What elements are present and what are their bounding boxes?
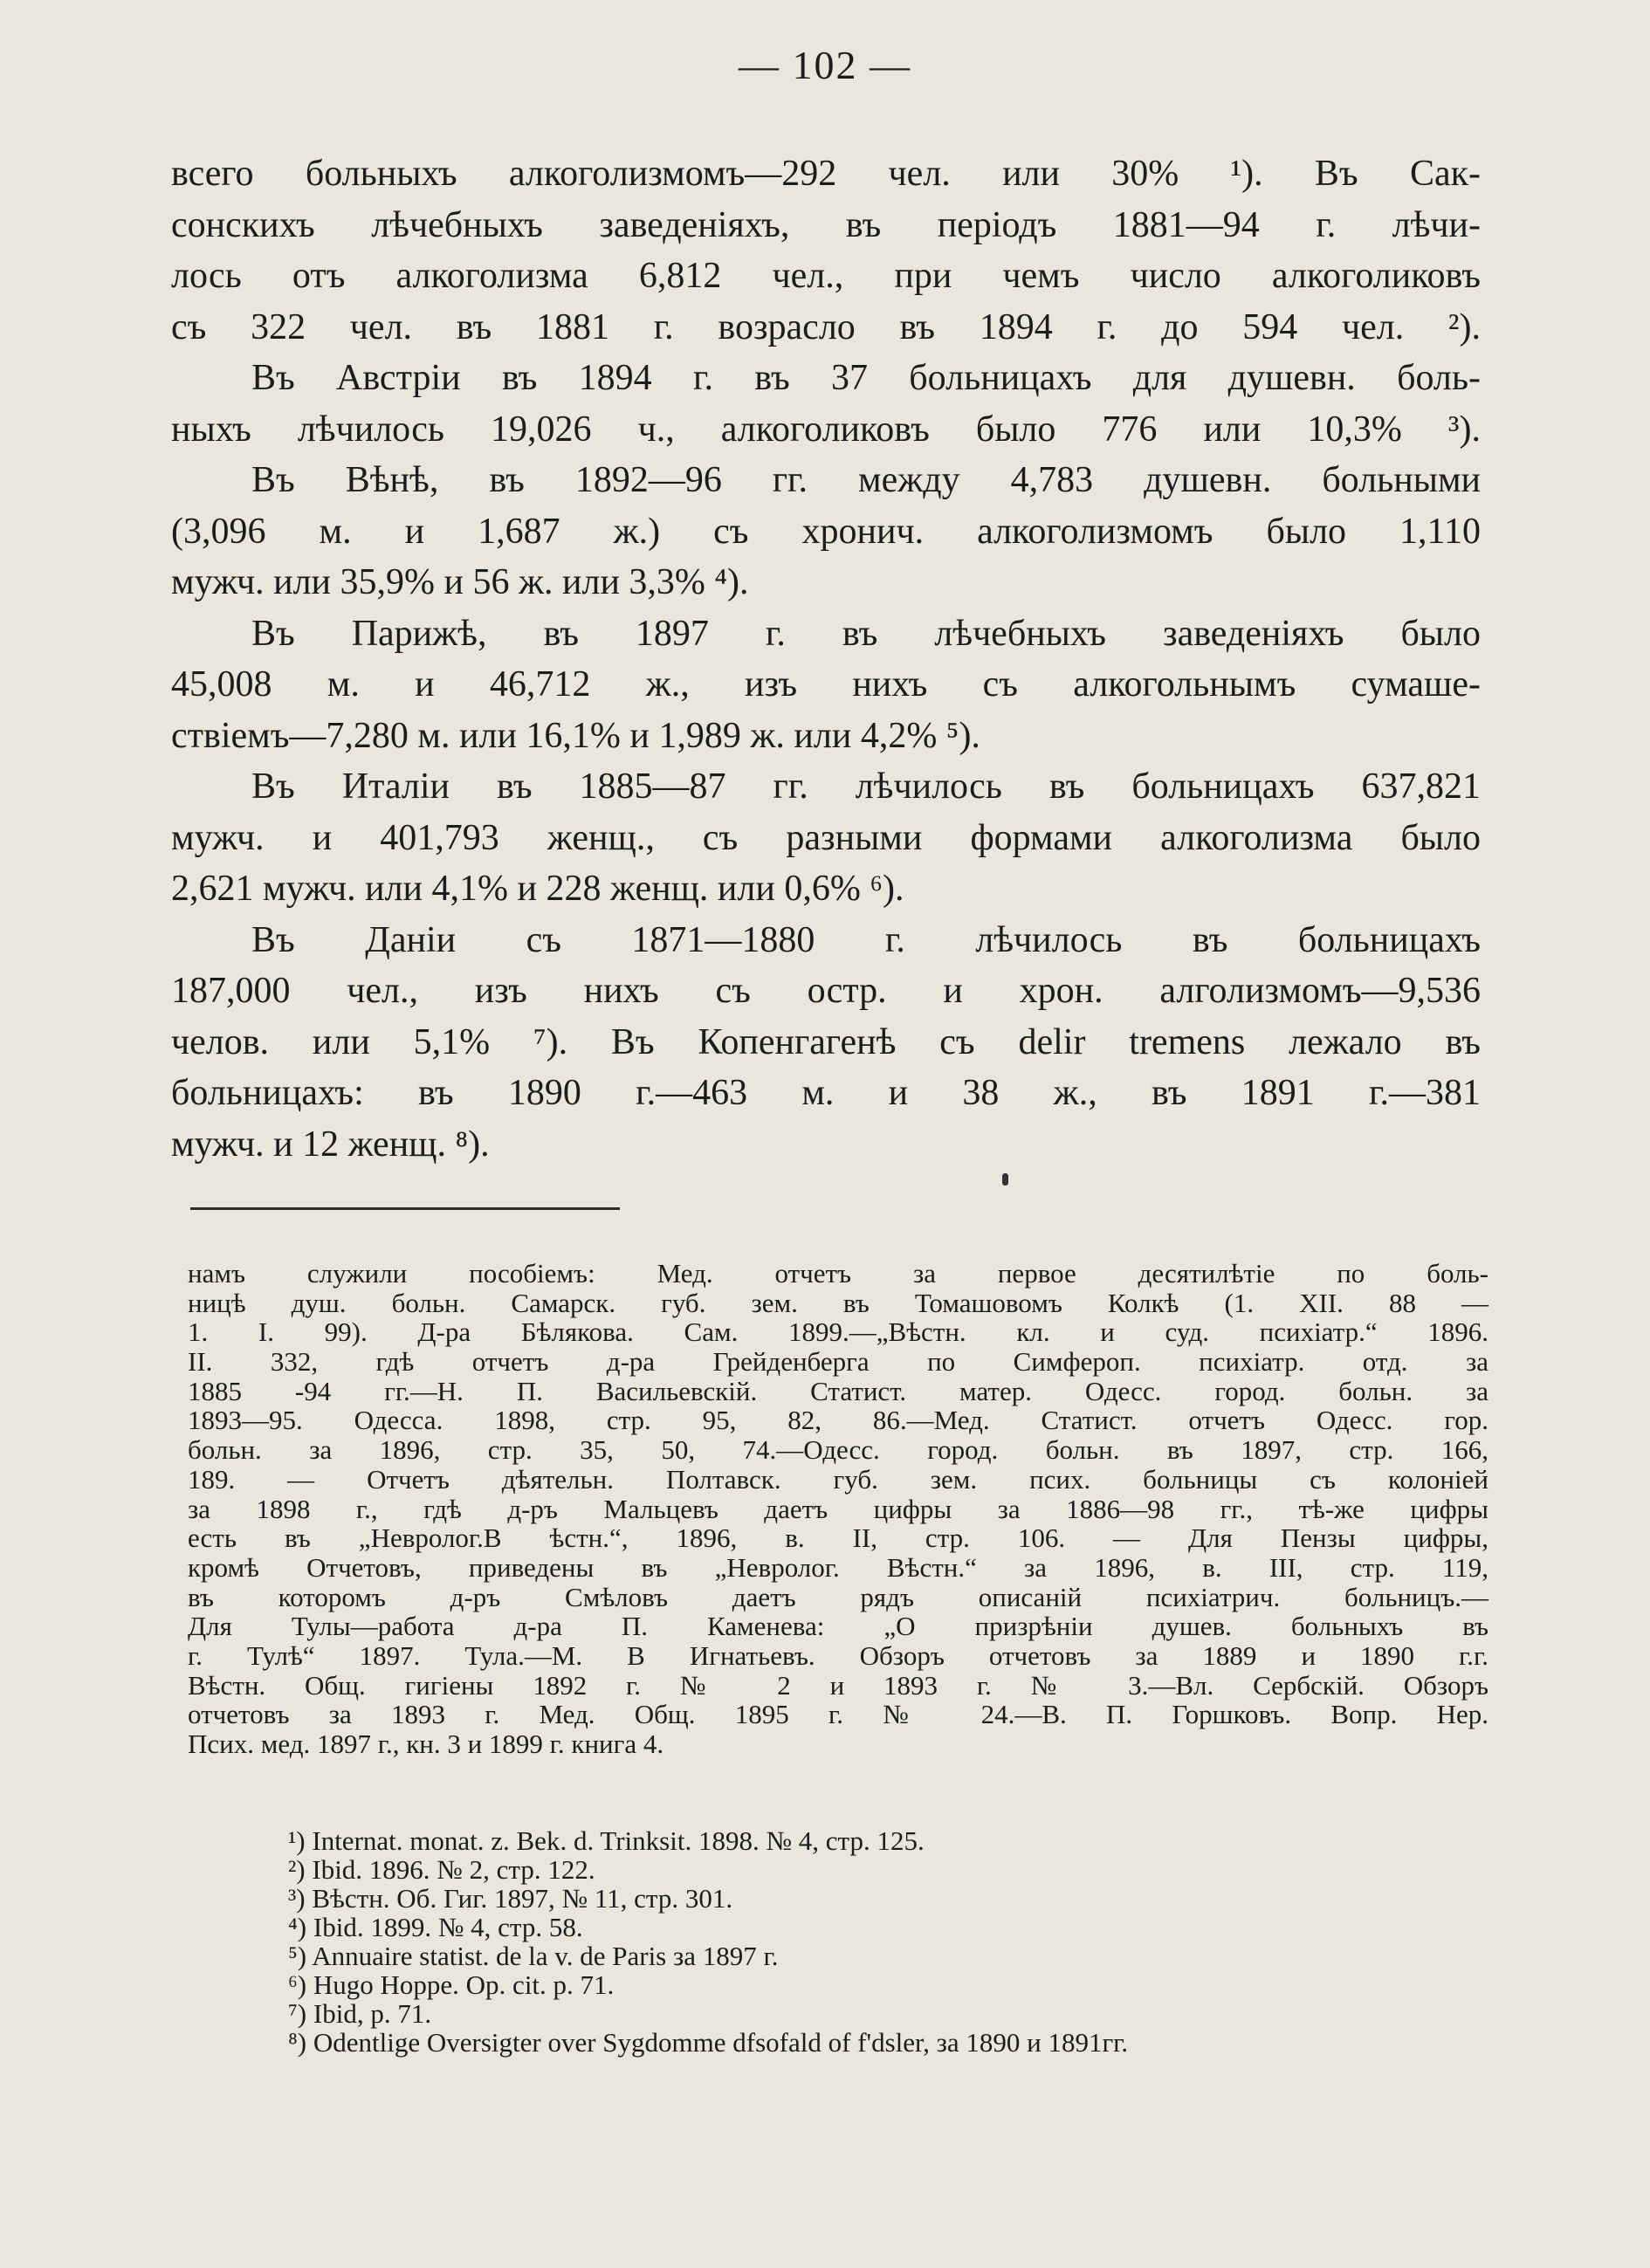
body-line: 2,621 мужч. или 4,1% и 228 женщ. или 0,6% ⁶). [171, 869, 904, 909]
main-text [171, 148, 1481, 1170]
page-number: — 102 — [739, 43, 911, 87]
body-line: мужч. и 401,793 женщ., съ разными формами алкоголизма было [171, 817, 1481, 858]
body-line: лось отъ алкоголизма 6,812 чел., при чемъ число алкоголиковъ [171, 256, 1481, 296]
note-line: II. 332, гдѣ отчетъ д-ра Грейденберга по Симфероп. психіатр. отд. за [188, 1346, 1488, 1378]
footnote-number: ⁶) [288, 1969, 307, 2000]
note-line: Псих. мед. 1897 г., кн. 3 и 1899 г. книга 4. [188, 1728, 664, 1759]
body-line: Въ Австріи въ 1894 г. въ 37 больницахъ для душевн. боль- [251, 358, 1481, 398]
body-line: мужч. и 12 женщ. ⁸). [171, 1124, 490, 1165]
note-line: 1885 -94 гг.—Н. П. Васильевскій. Статист. матер. Одесс. город. больн. за [188, 1375, 1488, 1406]
note-line: 1893—95. Одесса. 1898, стр. 95, 82, 86.—Мед. Статист. отчетъ Одесс. гор. [188, 1405, 1488, 1436]
footnote-text: Odentlige Oversigter over Sygdomme dfsofald of f'dsler, за 1890 и 1891гг. [313, 2027, 1129, 2058]
footnote-text: Internat. monat. z. Bek. d. Trinksit. 1898. № 4, стр. 125. [312, 1825, 925, 1856]
footnote [288, 1884, 1493, 1913]
note-line: кромѣ Отчетовъ, приведены въ „Невролог. Вѣстн.“ за 1896, в. III, стр. 119, [188, 1551, 1488, 1583]
body-line: всего больныхъ алкоголизмомъ—292 чел. или 30% ¹). Въ Сак- [171, 154, 1481, 194]
footnote [288, 1942, 1493, 1970]
body-line: 187,000 чел., изъ нихъ съ остр. и хрон. алголизмомъ—9,536 [171, 971, 1481, 1011]
footnote-number: ⁷) [288, 1998, 307, 2029]
note-line: отчетовъ за 1893 г. Мед. Общ. 1895 г. № 24.—В. П. Горшковъ. Вопр. Нер. [188, 1699, 1488, 1730]
footnote [288, 1999, 1493, 2028]
body-line: ныхъ лѣчилось 19,026 ч., алкоголиковъ было 776 или 10,3% ³). [171, 409, 1481, 450]
body-line: сонскихъ лѣчебныхъ заведеніяхъ, въ періодъ 1881—94 г. лѣчи- [171, 204, 1481, 245]
note-line: ницѣ душ. больн. Самарск. губ. зем. въ Томашовомъ Колкѣ (1. XII. 88 — [188, 1287, 1488, 1318]
body-line: ствіемъ—7,280 м. или 16,1% и 1,989 ж. или 4,2% ⁵). [171, 715, 980, 756]
footnote-text: Hugo Hoppe. Op. cit. p. 71. [313, 1969, 615, 2000]
note-line: 189. — Отчетъ дѣятельн. Полтавск. губ. зем. псих. больницы съ колоніей [188, 1463, 1488, 1495]
footnote-number: ²) [288, 1854, 306, 1885]
footnote [288, 2028, 1493, 2057]
footnote-text: Ibid. 1896. № 2, стр. 122. [312, 1854, 595, 1885]
footnote [288, 1855, 1493, 1884]
note-line: 1. I. 99). Д-ра Бѣлякова. Сам. 1899.—„Вѣстн. кл. и суд. психіатр.“ 1896. [188, 1316, 1488, 1348]
footnote-number: ⁴) [288, 1912, 307, 1942]
footnote [288, 1826, 1493, 1855]
note-line: Вѣстн. Общ. гигіены 1892 г. № 2 и 1893 г. № 3.—Вл. Сербскій. Обзоръ [188, 1669, 1488, 1701]
note-line: въ которомъ д-ръ Смѣловъ даетъ рядъ описаній психіатрич. больницъ.— [188, 1581, 1488, 1612]
body-line: Въ Вѣнѣ, въ 1892—96 гг. между 4,783 душевн. больными [251, 460, 1481, 500]
note-line: намъ служили пособіемъ: Мед. отчетъ за первое десятилѣтіе по боль- [188, 1258, 1488, 1289]
body-line: мужч. или 35,9% и 56 ж. или 3,3% ⁴). [171, 562, 749, 602]
footnote-text: Ibid, p. 71. [313, 1998, 432, 2029]
footnote-text: Ibid. 1899. № 4, стр. 58. [313, 1912, 583, 1942]
body-line: (3,096 м. и 1,687 ж.) съ хронич. алкоголизмомъ было 1,110 [171, 511, 1481, 552]
sources-note [188, 1259, 1488, 1759]
footnote [288, 1913, 1493, 1942]
body-line: Въ Даніи съ 1871—1880 г. лѣчилось въ больницахъ [251, 919, 1481, 960]
body-line: челов. или 5,1% ⁷). Въ Копенгагенѣ съ delir tremens лежало въ [171, 1021, 1481, 1062]
note-line: есть въ „Невролог.В ѣстн.“, 1896, в. II, стр. 106. — Для Пензы цифры, [188, 1522, 1488, 1554]
footnote-number: ⁸) [288, 2027, 307, 2058]
note-line: больн. за 1896, стр. 35, 50, 74.—Одесс. город. больн. въ 1897, стр. 166, [188, 1434, 1488, 1466]
footnote [288, 1970, 1493, 1999]
footnotes-list [288, 1826, 1493, 2057]
body-line: Въ Парижѣ, въ 1897 г. въ лѣчебныхъ заведеніяхъ было [251, 613, 1481, 654]
body-line: съ 322 чел. въ 1881 г. возрасло въ 1894 г. до 594 чел. ²). [171, 306, 1481, 347]
body-line: Въ Италіи въ 1885—87 гг. лѣчилось въ больницахъ 637,821 [251, 766, 1481, 807]
footnote-number: ³) [288, 1883, 306, 1914]
note-line: за 1898 г., гдѣ д-ръ Мальцевъ даетъ цифры за 1886—98 гг., тѣ-же цифры [188, 1493, 1488, 1524]
footnote-separator-rule [190, 1207, 620, 1210]
body-line: больницахъ: въ 1890 г.—463 м. и 38 ж., въ 1891 г.—381 [171, 1073, 1481, 1113]
footnote-number: ¹) [288, 1825, 306, 1856]
footnote-text: Annuaire statist. de la v. de Paris за 1897 г. [312, 1941, 779, 1971]
body-line: 45,008 м. и 46,712 ж., изъ нихъ съ алкогольнымъ сумаше- [171, 664, 1481, 704]
footnote-text: Вѣстн. Об. Гиг. 1897, № 11, стр. 301. [312, 1883, 733, 1914]
note-line: Для Тулы—работа д-ра П. Каменева: „О призрѣніи душев. больныхъ въ [188, 1611, 1488, 1642]
footnote-number: ⁵) [288, 1941, 307, 1971]
note-line: г. Тулѣ“ 1897. Тула.—М. В Игнатьевъ. Обзоръ отчетовъ за 1889 и 1890 г.г. [188, 1639, 1488, 1671]
ink-mark [1002, 1173, 1008, 1186]
